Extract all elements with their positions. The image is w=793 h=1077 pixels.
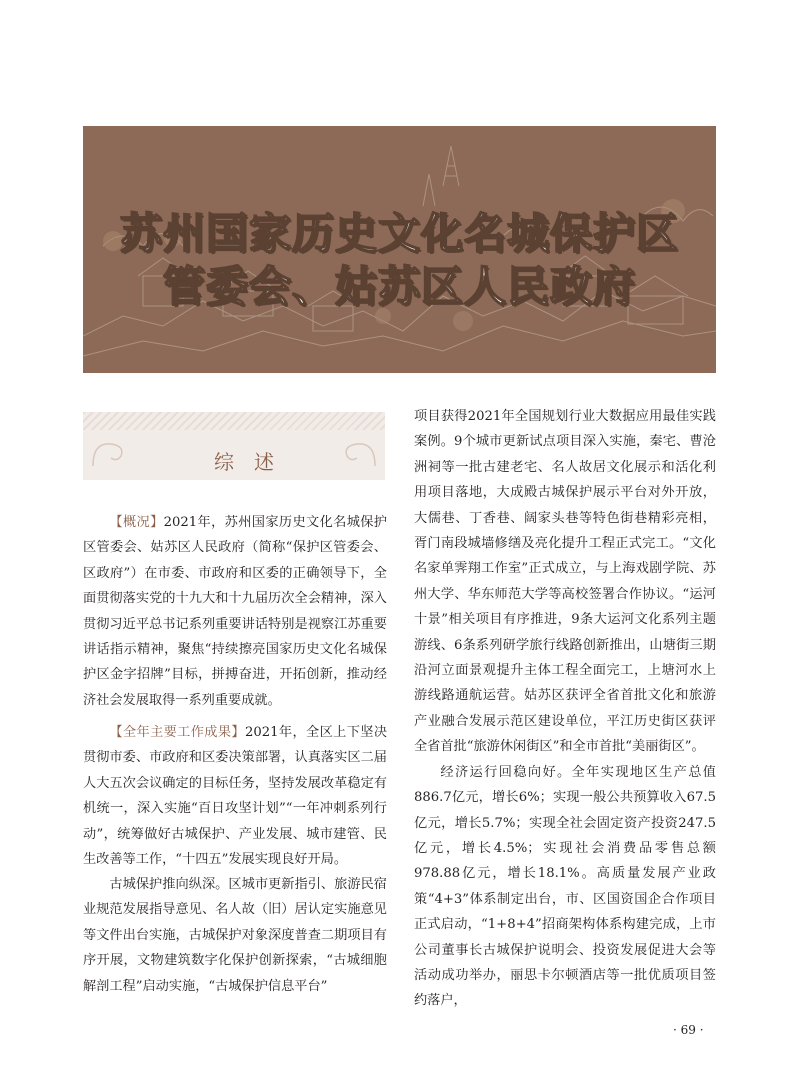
page-number: · 69 · [673, 1023, 704, 1037]
section-title: 综述 [214, 450, 294, 474]
oldcity-text: 古城保护推向纵深。区城市更新指引、旅游民宿业规范发展指导意见、名人故（旧）居认定实施意见等文件出台实施，古城保护对象深度普查二期项目有序开展，文物建筑数字化保护创新探索，“古城细胞解剖工程”启动实施，“古城保护信息平台” [83, 877, 387, 994]
banner-title-line1: 苏州国家历史文化名城保护区 [119, 209, 679, 258]
results-text: 2021年，全区上下坚决贯彻市委、市政府和区委决策部署，认真落实区二届人大五次会议确定的目标任务，坚持发展改革稳定有机统一，深入实施“百日攻坚计划”“一年冲刺系列行动”，统筹做好古城保护、产业发展、城市建管、民生改善等工作，“十四五”发展实现良好开局。 [83, 725, 388, 868]
oldcity-paragraph [83, 872, 387, 999]
overview-label: 【概况】 [109, 515, 164, 530]
results-label: 【全年主要工作成果】 [109, 725, 245, 740]
overview-text: 2021年，苏州国家历史文化名城保护区管委会、姑苏区人民政府（简称“保护区管委会、区政府”）在市委、市政府和区委的正确领导下，全面贯彻落实党的十九大和十九届历次全会精神，深入贯彻习近平总书记系列重要讲话特别是视察江苏重要讲话指示精神，聚焦“持续擦亮国家历史文化名城保护区金字招牌”目标，拼搏奋进，开拓创新，推动经济社会发展取得一系列重要成就。 [83, 515, 387, 708]
header-banner [83, 126, 716, 373]
section-stripe [83, 412, 385, 430]
right-paragraph-1: 项目获得2021年全国规划行业大数据应用最佳实践案例。9个城市更新试点项目深入实施，秦宅、曹沧洲祠等一批古建老宅、名人故居文化展示和活化利用项目落地，大成殿古城保护展示平台对外开放，大儒巷、丁香巷、阔家头巷等特色街巷精彩亮相，胥门南段城墙修缮及亮化提升工程正式完工。“文化名家单霁翔工作室”正式成立，与上海戏剧学院、苏州大学、华东师范大学等高校签署合作协议。“运河十景”相关项目有序推进，9条大运河文化系列主题游线、6条系列研学旅行线路创新推出，山塘街三期沿河立面景观提升主体工程全面完工，上塘河水上游线路通航运营。姑苏区获评全省首批文化和旅游产业融合发展示范区建设单位，平江历史街区获评全省首批“旅游休闲街区”和全市首批“美丽街区”。 [414, 409, 716, 755]
overview-paragraph [83, 510, 387, 713]
right-paragraph-2: 经济运行回稳向好。全年实现地区生产总值886.7亿元，增长6%；实现一般公共预算收入67.5亿元，增长5.7%；实现全社会固定资产投资247.5亿元，增长4.5%；实现社会消费品零售总额978.88亿元，增长18.1%。高质量发展产业政策“4+3”体系制定出台，市、区国资国企合作项目正式启动，“1+8+4”招商架构体系构建完成，上市公司董事长古城保护说明会、投资发展促进大会等活动成功举办，丽思卡尔顿酒店等一批优质项目签约落户， [414, 764, 716, 1009]
banner-title-line2: 管委会、姑苏区人民政府 [162, 262, 636, 311]
section-header [83, 412, 385, 480]
right-column [414, 404, 716, 1014]
results-paragraph [83, 720, 387, 872]
